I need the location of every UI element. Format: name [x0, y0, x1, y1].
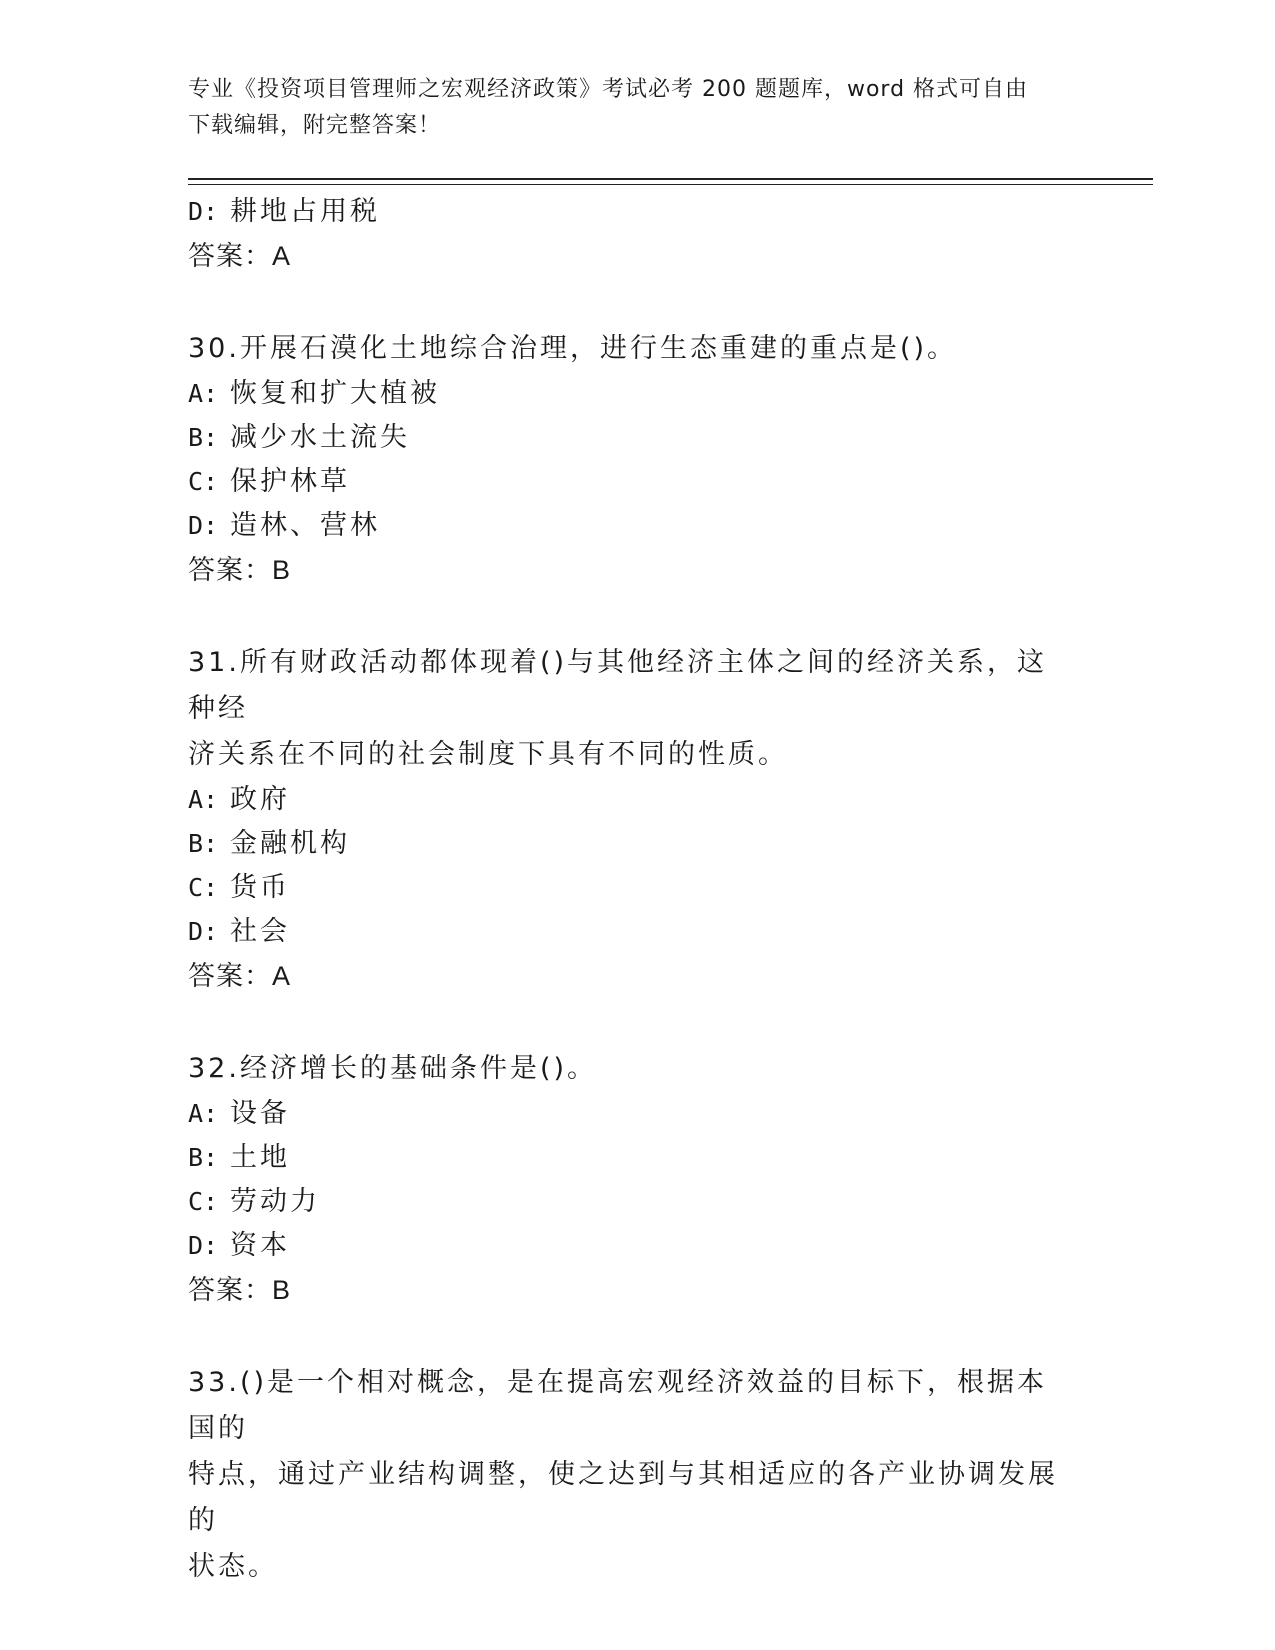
- option-text: 恢复和扩大植被: [230, 378, 440, 409]
- option-text: 土地: [230, 1142, 290, 1173]
- option-d: [188, 504, 1088, 548]
- option-key: B:: [188, 829, 219, 858]
- option-key: D:: [188, 511, 219, 540]
- option-text: 减少水土流失: [230, 422, 410, 453]
- question-stem: 32.经济增长的基础条件是()。: [188, 1053, 598, 1084]
- question-stem: [188, 640, 1068, 778]
- spacer: [188, 1314, 1088, 1360]
- option-key: C:: [188, 873, 219, 902]
- question-31: [188, 640, 1088, 1000]
- question-stem-line-2: 济关系在不同的社会制度下具有不同的性质。: [188, 739, 788, 770]
- answer-value: B: [272, 1275, 292, 1305]
- question-stem-line-1: 31.所有财政活动都体现着()与其他经济主体之间的经济关系，这种经: [188, 647, 1048, 724]
- option-text: 资本: [230, 1230, 290, 1261]
- answer-line: [188, 234, 1088, 280]
- option-c: [188, 1180, 1088, 1224]
- option-c: [188, 866, 1088, 910]
- option-key: D:: [188, 1231, 219, 1260]
- option-text: 金融机构: [230, 828, 350, 859]
- header-divider-thin: [188, 184, 1153, 185]
- option-a: [188, 372, 1088, 416]
- option-c: [188, 460, 1088, 504]
- answer-label: 答案：: [188, 555, 272, 586]
- option-b: [188, 1136, 1088, 1180]
- option-d: [188, 1224, 1088, 1268]
- option-key: D:: [188, 917, 219, 946]
- header-line-2: 下载编辑，附完整答案！: [188, 113, 442, 138]
- document-header: [188, 72, 1068, 144]
- question-stem: [188, 1360, 1068, 1590]
- header-divider: [188, 178, 1153, 180]
- spacer: [188, 1000, 1088, 1046]
- option-a: [188, 778, 1088, 822]
- option-text: 造林、营林: [230, 510, 380, 541]
- option-key: D:: [188, 197, 219, 226]
- question-list: [188, 190, 1088, 1590]
- option-text: 社会: [230, 916, 290, 947]
- spacer: [188, 594, 1088, 640]
- answer-value: A: [272, 961, 292, 991]
- option-key: A:: [188, 1099, 219, 1128]
- option-text: 耕地占用税: [230, 196, 380, 227]
- answer-value: B: [272, 555, 292, 585]
- answer-line: [188, 954, 1088, 1000]
- answer-line: [188, 1268, 1088, 1314]
- option-d: [188, 190, 1088, 234]
- option-text: 设备: [230, 1098, 290, 1129]
- question-stem-line-3: 状态。: [188, 1551, 278, 1582]
- option-key: C:: [188, 467, 219, 496]
- question-30: [188, 326, 1088, 594]
- option-text: 劳动力: [230, 1186, 320, 1217]
- option-key: A:: [188, 379, 219, 408]
- answer-line: [188, 548, 1088, 594]
- option-text: 政府: [230, 784, 290, 815]
- option-b: [188, 822, 1088, 866]
- question-stem-line-2: 特点，通过产业结构调整，使之达到与其相适应的各产业协调发展的: [188, 1459, 1058, 1536]
- spacer: [188, 280, 1088, 326]
- option-a: [188, 1092, 1088, 1136]
- answer-label: 答案：: [188, 961, 272, 992]
- option-key: B:: [188, 1143, 219, 1172]
- header-line-1: 专业《投资项目管理师之宏观经济政策》考试必考 200 题题库，word 格式可自由: [188, 77, 1029, 102]
- question-33: [188, 1360, 1088, 1590]
- option-d: [188, 910, 1088, 954]
- option-key: A:: [188, 785, 219, 814]
- option-key: B:: [188, 423, 219, 452]
- question-stem-line-1: 33.()是一个相对概念，是在提高宏观经济效益的目标下，根据本国的: [188, 1367, 1048, 1444]
- question-32: [188, 1046, 1088, 1314]
- option-b: [188, 416, 1088, 460]
- option-key: C:: [188, 1187, 219, 1216]
- option-text: 保护林草: [230, 466, 350, 497]
- option-text: 货币: [230, 872, 290, 903]
- answer-value: A: [272, 241, 292, 271]
- answer-label: 答案：: [188, 241, 272, 272]
- question-stem: 30.开展石漠化土地综合治理，进行生态重建的重点是()。: [188, 333, 958, 364]
- answer-label: 答案：: [188, 1275, 272, 1306]
